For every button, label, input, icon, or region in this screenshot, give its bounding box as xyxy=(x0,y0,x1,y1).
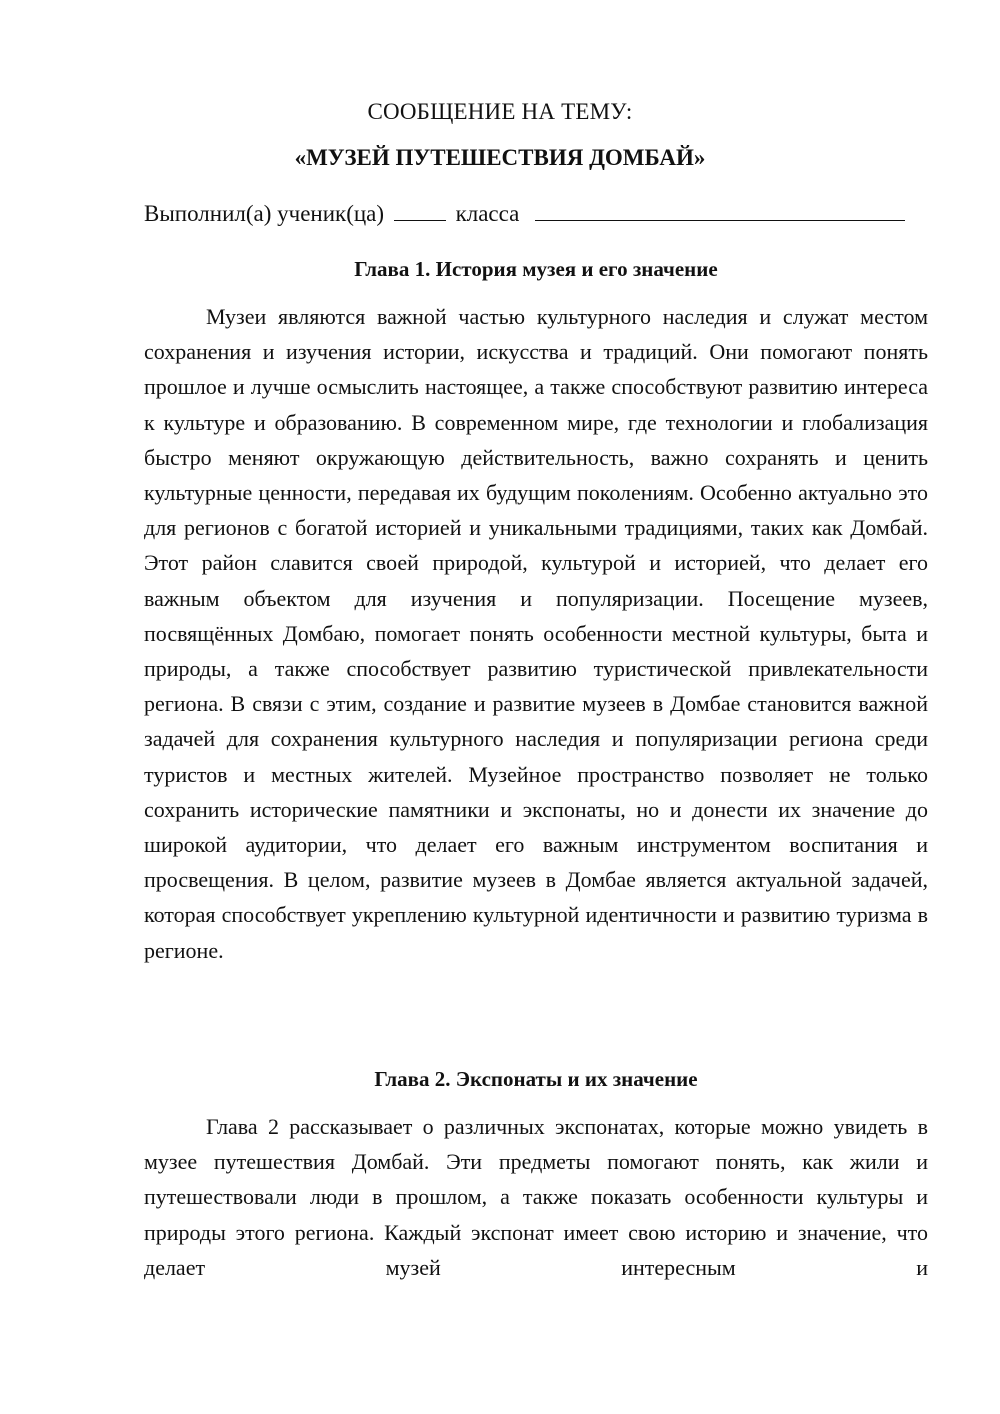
document-topic-title: «МУЗЕЙ ПУТЕШЕСТВИЯ ДОМБАЙ» xyxy=(294,145,706,170)
author-label: Выполнил(а) ученик(ца) xyxy=(144,201,385,226)
chapter-2-heading: Глава 2. Экспонаты и их значение xyxy=(374,1067,698,1091)
name-blank xyxy=(535,198,905,221)
grade-blank xyxy=(394,198,446,221)
author-line xyxy=(144,198,934,228)
document-type-title: СООБЩЕНИЕ НА ТЕМУ: xyxy=(367,99,633,124)
chapter-1-paragraph: Музеи являются важной частью культурного наследия и служат местом сохранения и изучения истории, искусства и традиций. Они помогают понять прошлое и лучше осмыслить настоящее, а также способствуют развитию интереса к культуре и образованию. В современном мире, где технологии и глобализация быстро меняют окружающую действительность, важно сохранять и ценить культурные ценности, передавая их будущим поколениям. Особенно актуально это для регионов с богатой историей и уникальными традициями, таких как Домбай. Этот район славится своей природой, культурой и историей, что делает его важным объектом для изучения и популяризации. Посещение музеев, посвящённых Домбаю, помогает понять особенности местной культуры, быта и природы, а также способствует развитию туристической привлекательности региона. В связи с этим, создание и развитие музеев в Домбае становится важной задачей для сохранения культурного наследия и популяризации региона среди туристов и местных жителей. Музейное пространство позволяет не только сохранить исторические памятники и экспонаты, но и донести их значение до широкой аудитории, что делает его важным инструментом воспитания и просвещения. В целом, развитие музеев в Домбае является актуальной задачей, которая способствует укреплению культурной идентичности и развитию туризма в регионе. xyxy=(144,304,928,963)
chapter-1-heading: Глава 1. История музея и его значение xyxy=(354,257,718,281)
class-label: класса xyxy=(455,201,520,226)
chapter-2-paragraph: Глава 2 рассказывает о различных экспонатах, которые можно увидеть в музее путешествия Домбай. Эти предметы помогают понять, как жили и путешествовали люди в прошлом, а также показать особенности культуры и природы этого региона. Каждый экспонат имеет свою историю и значение, что делает музей интересным и xyxy=(144,1114,928,1280)
